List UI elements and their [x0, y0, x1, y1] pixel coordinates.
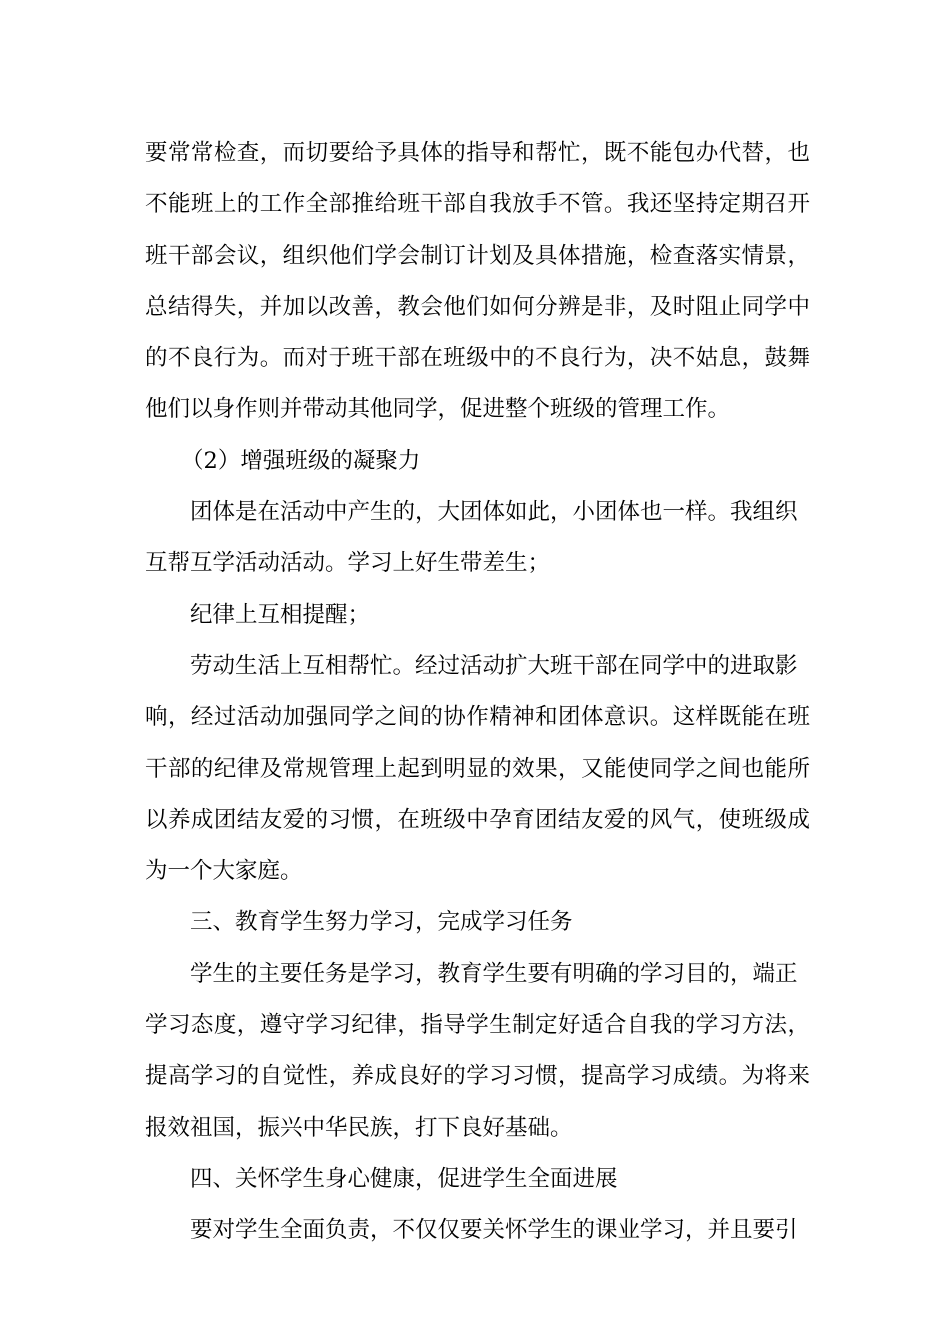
text-line: 总结得失，并加以改善，教会他们如何分辨是非，及时阻止同学中	[145, 293, 810, 320]
text-line: 的不良行为。而对于班干部在班级中的不良行为，决不姑息，鼓舞	[145, 345, 810, 372]
section-heading: （2）增强班级的凝聚力	[181, 447, 421, 474]
text-line: 要常常检查，而切要给予具体的指导和帮忙，既不能包办代替，也	[145, 140, 810, 166]
text-line: 响，经过活动加强同学之间的协作精神和团体意识。这样既能在班	[145, 704, 810, 731]
text-line: 要对学生全面负责，不仅仅要关怀学生的课业学习，并且要引	[190, 1217, 798, 1244]
text-line: 学习态度，遵守学习纪律，指导学生制定好适合自我的学习方法，	[145, 1012, 810, 1039]
text-line: 纪律上互相提醒；	[190, 601, 371, 628]
text-line: 报效祖国，振兴中华民族，打下良好基础。	[145, 1114, 573, 1141]
text-line: 班干部会议，组织他们学会制订计划及具体措施，检查落实情景，	[145, 242, 810, 269]
body-text	[145, 128, 810, 1257]
text-line: 劳动生活上互相帮忙。经过活动扩大班干部在同学中的进取影	[190, 652, 798, 679]
text-line: 为一个大家庭。	[145, 858, 303, 885]
text-line: 学生的主要任务是学习，教育学生要有明确的学习目的，端正	[190, 960, 798, 987]
text-line: 团体是在活动中产生的，大团体如此，小团体也一样。我组织	[190, 499, 798, 526]
text-line: 他们以身作则并带动其他同学，促进整个班级的管理工作。	[145, 396, 731, 423]
text-line: 提高学习的自觉性，养成良好的学习习惯，提高学习成绩。为将来	[145, 1063, 810, 1090]
text-line: 以养成团结友爱的习惯，在班级中孕育团结友爱的风气，使班级成	[145, 806, 810, 833]
section-heading: 四、关怀学生身心健康，促进学生全面进展	[190, 1165, 618, 1192]
text-line: 不能班上的工作全部推给班干部自我放手不管。我还坚持定期召开	[145, 191, 810, 218]
text-line: 干部的纪律及常规管理上起到明显的效果，又能使同学之间也能所	[145, 755, 810, 782]
section-heading: 三、教育学生努力学习，完成学习任务	[190, 909, 573, 936]
text-line: 互帮互学活动活动。学习上好生带差生；	[145, 550, 551, 577]
